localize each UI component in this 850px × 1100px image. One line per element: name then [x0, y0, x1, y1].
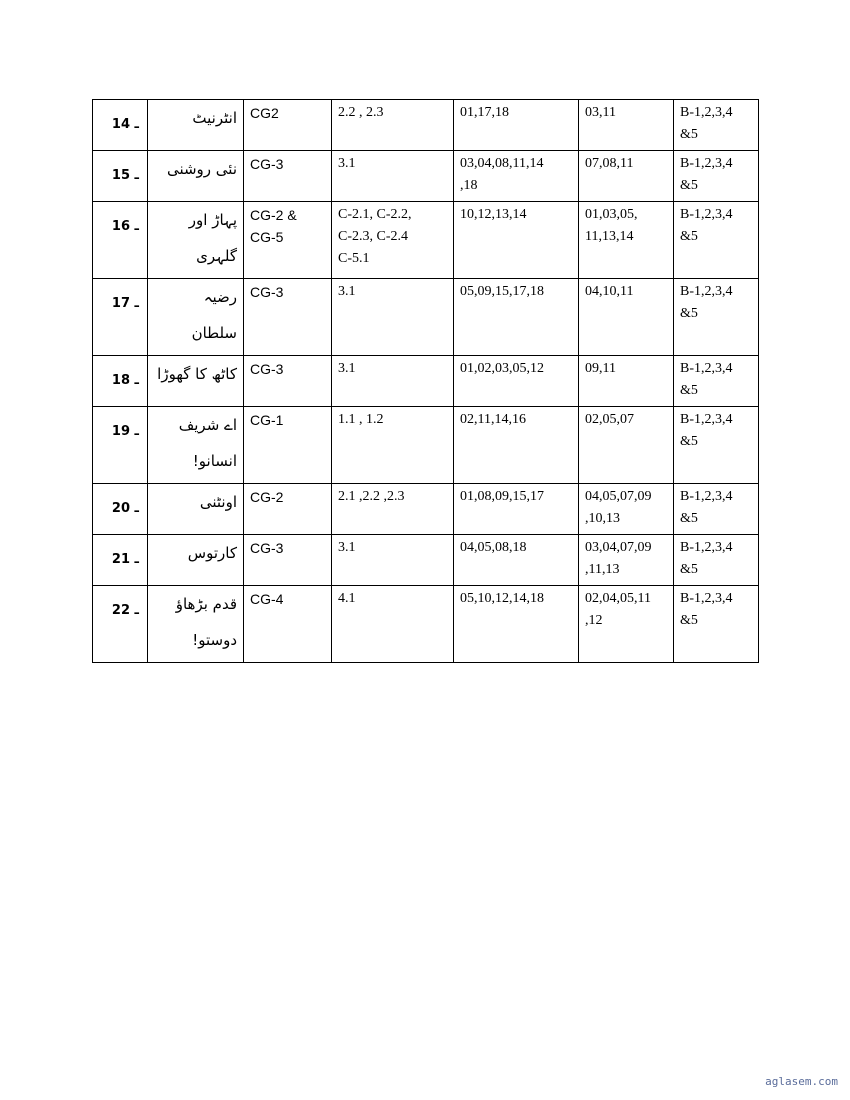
row-serial-number — [93, 356, 148, 407]
row-learning-outcomes — [454, 586, 579, 663]
row-column-6-text: B-1,2,3,4 &5 — [680, 489, 733, 526]
row-learning-outcomes-text: 01,17,18 — [460, 105, 509, 120]
row-column-6 — [674, 151, 759, 202]
row-serial-number-text: 16 ـ — [111, 219, 139, 234]
row-learning-outcomes-text: 01,08,09,15,17 — [460, 489, 544, 504]
row-lesson-title-text: نئی روشنی — [166, 160, 237, 178]
row-lesson-title — [148, 535, 244, 586]
row-serial-number-text: 19 ـ — [111, 424, 139, 439]
row-column-5-text: 03,04,07,09 ,11,13 — [585, 540, 652, 577]
row-curricular-goal-text: CG-2 — [250, 489, 284, 505]
table-row — [93, 586, 759, 663]
table-row — [93, 279, 759, 356]
row-column-5-text: 07,08,11 — [585, 156, 634, 171]
row-column-6-text: B-1,2,3,4 &5 — [680, 591, 733, 628]
row-learning-outcomes-text: 01,02,03,05,12 — [460, 361, 544, 376]
footer-watermark: aglasem.com — [765, 1075, 838, 1088]
row-learning-outcomes-text: 04,05,08,18 — [460, 540, 527, 555]
row-curricular-goal — [244, 151, 332, 202]
row-competency — [332, 356, 454, 407]
row-lesson-title-text: رضیہ سلطان — [191, 288, 237, 342]
row-competency — [332, 484, 454, 535]
row-lesson-title — [148, 100, 244, 151]
row-curricular-goal — [244, 100, 332, 151]
row-competency — [332, 151, 454, 202]
row-column-5-text: 09,11 — [585, 361, 616, 376]
row-curricular-goal — [244, 356, 332, 407]
row-learning-outcomes — [454, 202, 579, 279]
row-column-5-text: 02,05,07 — [585, 412, 634, 427]
row-column-6 — [674, 279, 759, 356]
row-lesson-title — [148, 356, 244, 407]
row-lesson-title — [148, 407, 244, 484]
row-curricular-goal — [244, 535, 332, 586]
row-competency — [332, 202, 454, 279]
row-curricular-goal-text: CG2 — [250, 105, 279, 121]
row-competency-text: 2.2 , 2.3 — [338, 105, 384, 120]
row-competency-text: C-2.1, C-2.2, C-2.3, C-2.4 C-5.1 — [338, 207, 412, 266]
row-curricular-goal — [244, 586, 332, 663]
row-column-5 — [579, 151, 674, 202]
row-lesson-title-text: قدم بڑھاؤ دوستو! — [175, 595, 237, 649]
row-lesson-title-text: اونٹنی — [199, 493, 237, 511]
row-column-5 — [579, 202, 674, 279]
row-lesson-title — [148, 586, 244, 663]
row-curricular-goal — [244, 202, 332, 279]
row-serial-number — [93, 484, 148, 535]
row-serial-number — [93, 586, 148, 663]
row-learning-outcomes-text: 10,12,13,14 — [460, 207, 527, 222]
row-column-5 — [579, 535, 674, 586]
row-column-5-text: 01,03,05, 11,13,14 — [585, 207, 638, 244]
row-column-6-text: B-1,2,3,4 &5 — [680, 105, 733, 142]
table-row — [93, 202, 759, 279]
row-column-6-text: B-1,2,3,4 &5 — [680, 284, 733, 321]
row-competency — [332, 100, 454, 151]
row-column-5 — [579, 407, 674, 484]
row-serial-number — [93, 151, 148, 202]
row-competency-text: 3.1 — [338, 540, 356, 555]
row-serial-number-text: 15 ـ — [111, 168, 139, 183]
row-curricular-goal-text: CG-3 — [250, 361, 284, 377]
row-learning-outcomes — [454, 279, 579, 356]
row-column-6 — [674, 586, 759, 663]
table-row — [93, 407, 759, 484]
row-column-5 — [579, 356, 674, 407]
row-serial-number — [93, 202, 148, 279]
row-column-5-text: 02,04,05,11 ,12 — [585, 591, 651, 628]
row-curricular-goal-text: CG-2 & CG-5 — [250, 207, 297, 245]
row-learning-outcomes — [454, 407, 579, 484]
row-serial-number-text: 22 ـ — [111, 603, 139, 618]
table-row — [93, 356, 759, 407]
row-competency — [332, 279, 454, 356]
row-learning-outcomes — [454, 484, 579, 535]
row-column-6 — [674, 484, 759, 535]
row-learning-outcomes-text: 05,09,15,17,18 — [460, 284, 544, 299]
row-column-5-text: 04,10,11 — [585, 284, 634, 299]
row-lesson-title-text: کاٹھ کا گھوڑا — [157, 365, 237, 383]
row-column-5 — [579, 586, 674, 663]
row-competency-text: 3.1 — [338, 361, 356, 376]
row-curricular-goal — [244, 279, 332, 356]
row-column-6 — [674, 202, 759, 279]
row-lesson-title — [148, 151, 244, 202]
row-serial-number — [93, 407, 148, 484]
table-body — [93, 100, 759, 663]
row-column-6-text: B-1,2,3,4 &5 — [680, 412, 733, 449]
row-serial-number — [93, 100, 148, 151]
row-column-6 — [674, 100, 759, 151]
syllabus-table — [92, 99, 759, 663]
row-column-6-text: B-1,2,3,4 &5 — [680, 207, 733, 244]
row-column-6 — [674, 535, 759, 586]
row-competency-text: 3.1 — [338, 284, 356, 299]
table-row — [93, 535, 759, 586]
row-lesson-title — [148, 279, 244, 356]
row-column-5-text: 03,11 — [585, 105, 616, 120]
row-competency — [332, 407, 454, 484]
row-curricular-goal — [244, 407, 332, 484]
row-curricular-goal-text: CG-3 — [250, 156, 284, 172]
row-competency-text: 1.1 , 1.2 — [338, 412, 384, 427]
row-lesson-title — [148, 484, 244, 535]
row-curricular-goal-text: CG-3 — [250, 284, 284, 300]
row-column-5 — [579, 484, 674, 535]
row-column-5 — [579, 279, 674, 356]
row-learning-outcomes — [454, 100, 579, 151]
row-lesson-title-text: انٹرنیٹ — [192, 109, 237, 127]
row-column-6-text: B-1,2,3,4 &5 — [680, 540, 733, 577]
row-column-5 — [579, 100, 674, 151]
row-curricular-goal-text: CG-3 — [250, 540, 284, 556]
row-serial-number-text: 14 ـ — [111, 117, 139, 132]
row-serial-number-text: 21 ـ — [111, 552, 139, 567]
row-column-6 — [674, 407, 759, 484]
row-lesson-title-text: پہاڑ اور گلہری — [188, 211, 237, 265]
row-learning-outcomes-text: 02,11,14,16 — [460, 412, 526, 427]
row-curricular-goal-text: CG-1 — [250, 412, 284, 428]
row-lesson-title-text: اے شریف انسانو! — [178, 416, 237, 470]
row-column-6-text: B-1,2,3,4 &5 — [680, 156, 733, 193]
row-competency-text: 4.1 — [338, 591, 356, 606]
row-competency — [332, 535, 454, 586]
row-serial-number-text: 20 ـ — [111, 501, 139, 516]
row-learning-outcomes — [454, 151, 579, 202]
row-learning-outcomes — [454, 535, 579, 586]
row-serial-number-text: 18 ـ — [111, 373, 139, 388]
row-competency-text: 3.1 — [338, 156, 356, 171]
table-row — [93, 484, 759, 535]
row-column-6 — [674, 356, 759, 407]
row-column-5-text: 04,05,07,09 ,10,13 — [585, 489, 652, 526]
row-learning-outcomes-text: 03,04,08,11,14 ,18 — [460, 156, 544, 193]
table-row — [93, 151, 759, 202]
row-competency-text: 2.1 ,2.2 ,2.3 — [338, 489, 405, 504]
row-curricular-goal — [244, 484, 332, 535]
row-serial-number — [93, 535, 148, 586]
row-serial-number-text: 17 ـ — [111, 296, 139, 311]
row-curricular-goal-text: CG-4 — [250, 591, 284, 607]
row-lesson-title-text: کارتوس — [187, 544, 237, 562]
row-competency — [332, 586, 454, 663]
row-column-6-text: B-1,2,3,4 &5 — [680, 361, 733, 398]
row-learning-outcomes — [454, 356, 579, 407]
row-learning-outcomes-text: 05,10,12,14,18 — [460, 591, 544, 606]
table-row — [93, 100, 759, 151]
row-serial-number — [93, 279, 148, 356]
row-lesson-title — [148, 202, 244, 279]
